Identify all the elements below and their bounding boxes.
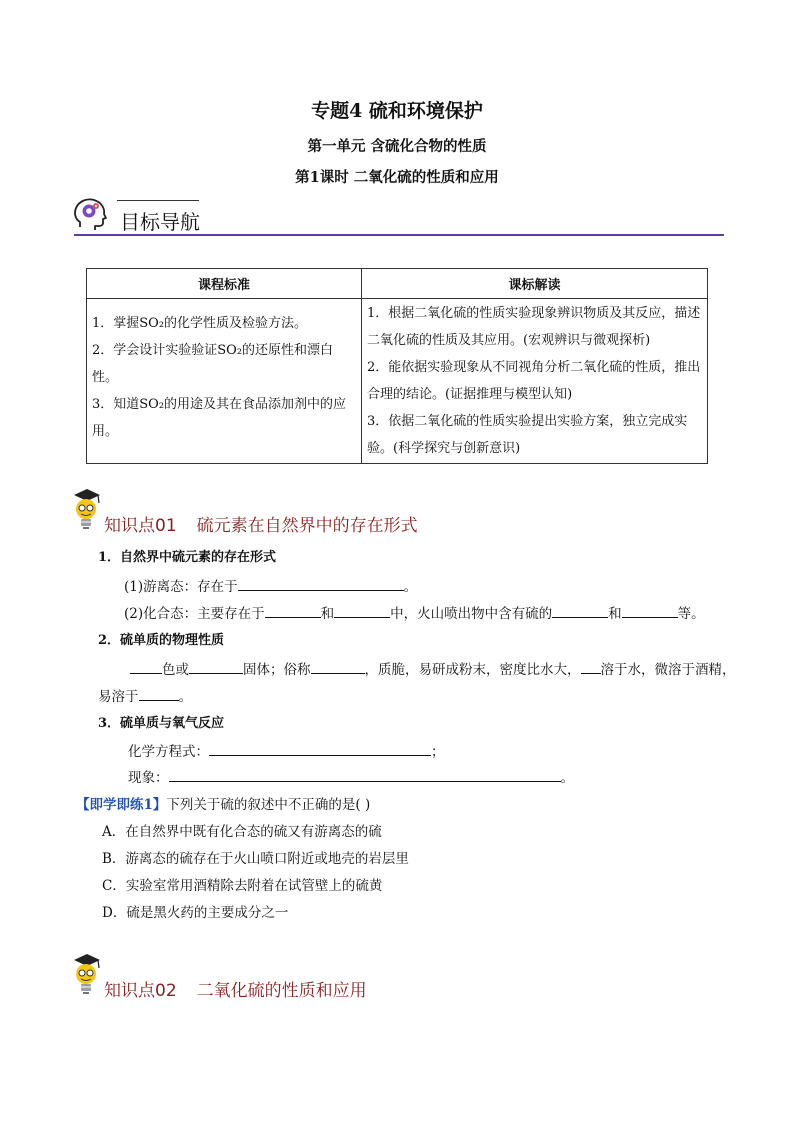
exercise-option-d[interactable]: D．硫是黑火药的主要成分之一 (102, 905, 289, 921)
exercise-question: 【即学即练1】下列关于硫的叙述中不正确的是( ) (76, 797, 371, 813)
standard-item: 1．掌握SO₂的化学性质及检验方法。 (92, 316, 308, 331)
fill-line: 化学方程式： ； (128, 740, 445, 760)
knowledge-point-01-title (104, 511, 418, 536)
section-heading: 1．自然界中硫元素的存在形式 (98, 550, 277, 565)
interpretation-item: 2．能依据实验现象从不同视角分析二氧化硫的性质，推出合理的结论。(证据推理与模型认知) (367, 360, 701, 402)
exercise-option-a[interactable]: A．在自然界中既有化合态的硫又有游离态的硫 (102, 824, 382, 840)
answer-blank[interactable] (130, 659, 162, 674)
head-gear-icon (72, 196, 108, 232)
goal-heading: 目标导航 (120, 210, 200, 234)
answer-blank[interactable] (552, 603, 608, 618)
goal-divider (74, 234, 724, 236)
graduate-bulb-icon (70, 951, 104, 997)
knowledge-point-02-title (104, 976, 367, 1001)
answer-blank[interactable] (334, 603, 390, 618)
kp-label: 知识点02 (104, 981, 177, 1001)
lesson-title: 第1课时 二氧化硫的性质和应用 (295, 169, 499, 186)
section-heading: 3．硫单质与氧气反应 (98, 716, 225, 731)
answer-blank[interactable] (189, 659, 243, 674)
exercise-option-b[interactable]: B．游离态的硫存在于火山喷口附近或地壳的岩层里 (102, 851, 409, 867)
graduate-bulb-icon (70, 486, 104, 532)
interpretation-cell (362, 299, 708, 464)
exercise-tag: 【即学即练1】 (76, 797, 167, 813)
fill-line: (2)化合态：主要存在于 和 中，火山喷出物中含有硫的 和 等。 (124, 602, 705, 622)
standards-table (86, 268, 708, 464)
answer-blank[interactable] (581, 659, 601, 674)
answer-blank[interactable] (311, 659, 365, 674)
fill-line: 易溶于 。 (98, 685, 192, 705)
interpretation-item: 3．依据二氧化硫的性质实验提出实验方案，独立完成实验。(科学探究与创新意识) (367, 414, 688, 456)
exercise-option-c[interactable]: C．实验室常用酒精除去附着在试管壁上的硫黄 (102, 878, 383, 894)
equation-blank[interactable] (209, 741, 431, 756)
standards-cell (87, 299, 362, 464)
interpretation-item: 1．根据二氧化硫的性质实验现象辨识物质及其反应，描述二氧化硫的性质及其应用。(宏观辨识与微观探析) (367, 306, 701, 348)
standard-item: 2．学会设计实验验证SO₂的还原性和漂白性。 (92, 343, 334, 385)
fill-line: 色或 固体；俗称 ，质脆，易研成粉末，密度比水大， 溶于水，微溶于酒精， (130, 658, 736, 678)
unit-title: 第一单元 含硫化合物的性质 (307, 138, 487, 155)
fill-line: 现象： 。 (128, 766, 574, 786)
standard-item: 3．知道SO₂的用途及其在食品添加剂中的应用。 (92, 397, 347, 439)
goal-top-rule (117, 200, 199, 201)
observation-blank[interactable] (169, 767, 561, 782)
answer-blank[interactable] (139, 686, 179, 701)
answer-blank[interactable] (238, 576, 404, 591)
answer-blank[interactable] (622, 603, 678, 618)
document-title: 专题4 硫和环境保护 (311, 100, 483, 122)
table-header-interpretation: 课标解读 (362, 269, 708, 299)
section-heading: 2．硫单质的物理性质 (98, 633, 225, 648)
kp-name: 二氧化硫的性质和应用 (196, 981, 367, 1001)
kp-name: 硫元素在自然界中的存在形式 (196, 516, 418, 536)
table-header-standard: 课程标准 (87, 269, 362, 299)
answer-blank[interactable] (265, 603, 321, 618)
kp-label: 知识点01 (104, 516, 177, 536)
fill-line: (1)游离态：存在于 。 (124, 575, 417, 595)
